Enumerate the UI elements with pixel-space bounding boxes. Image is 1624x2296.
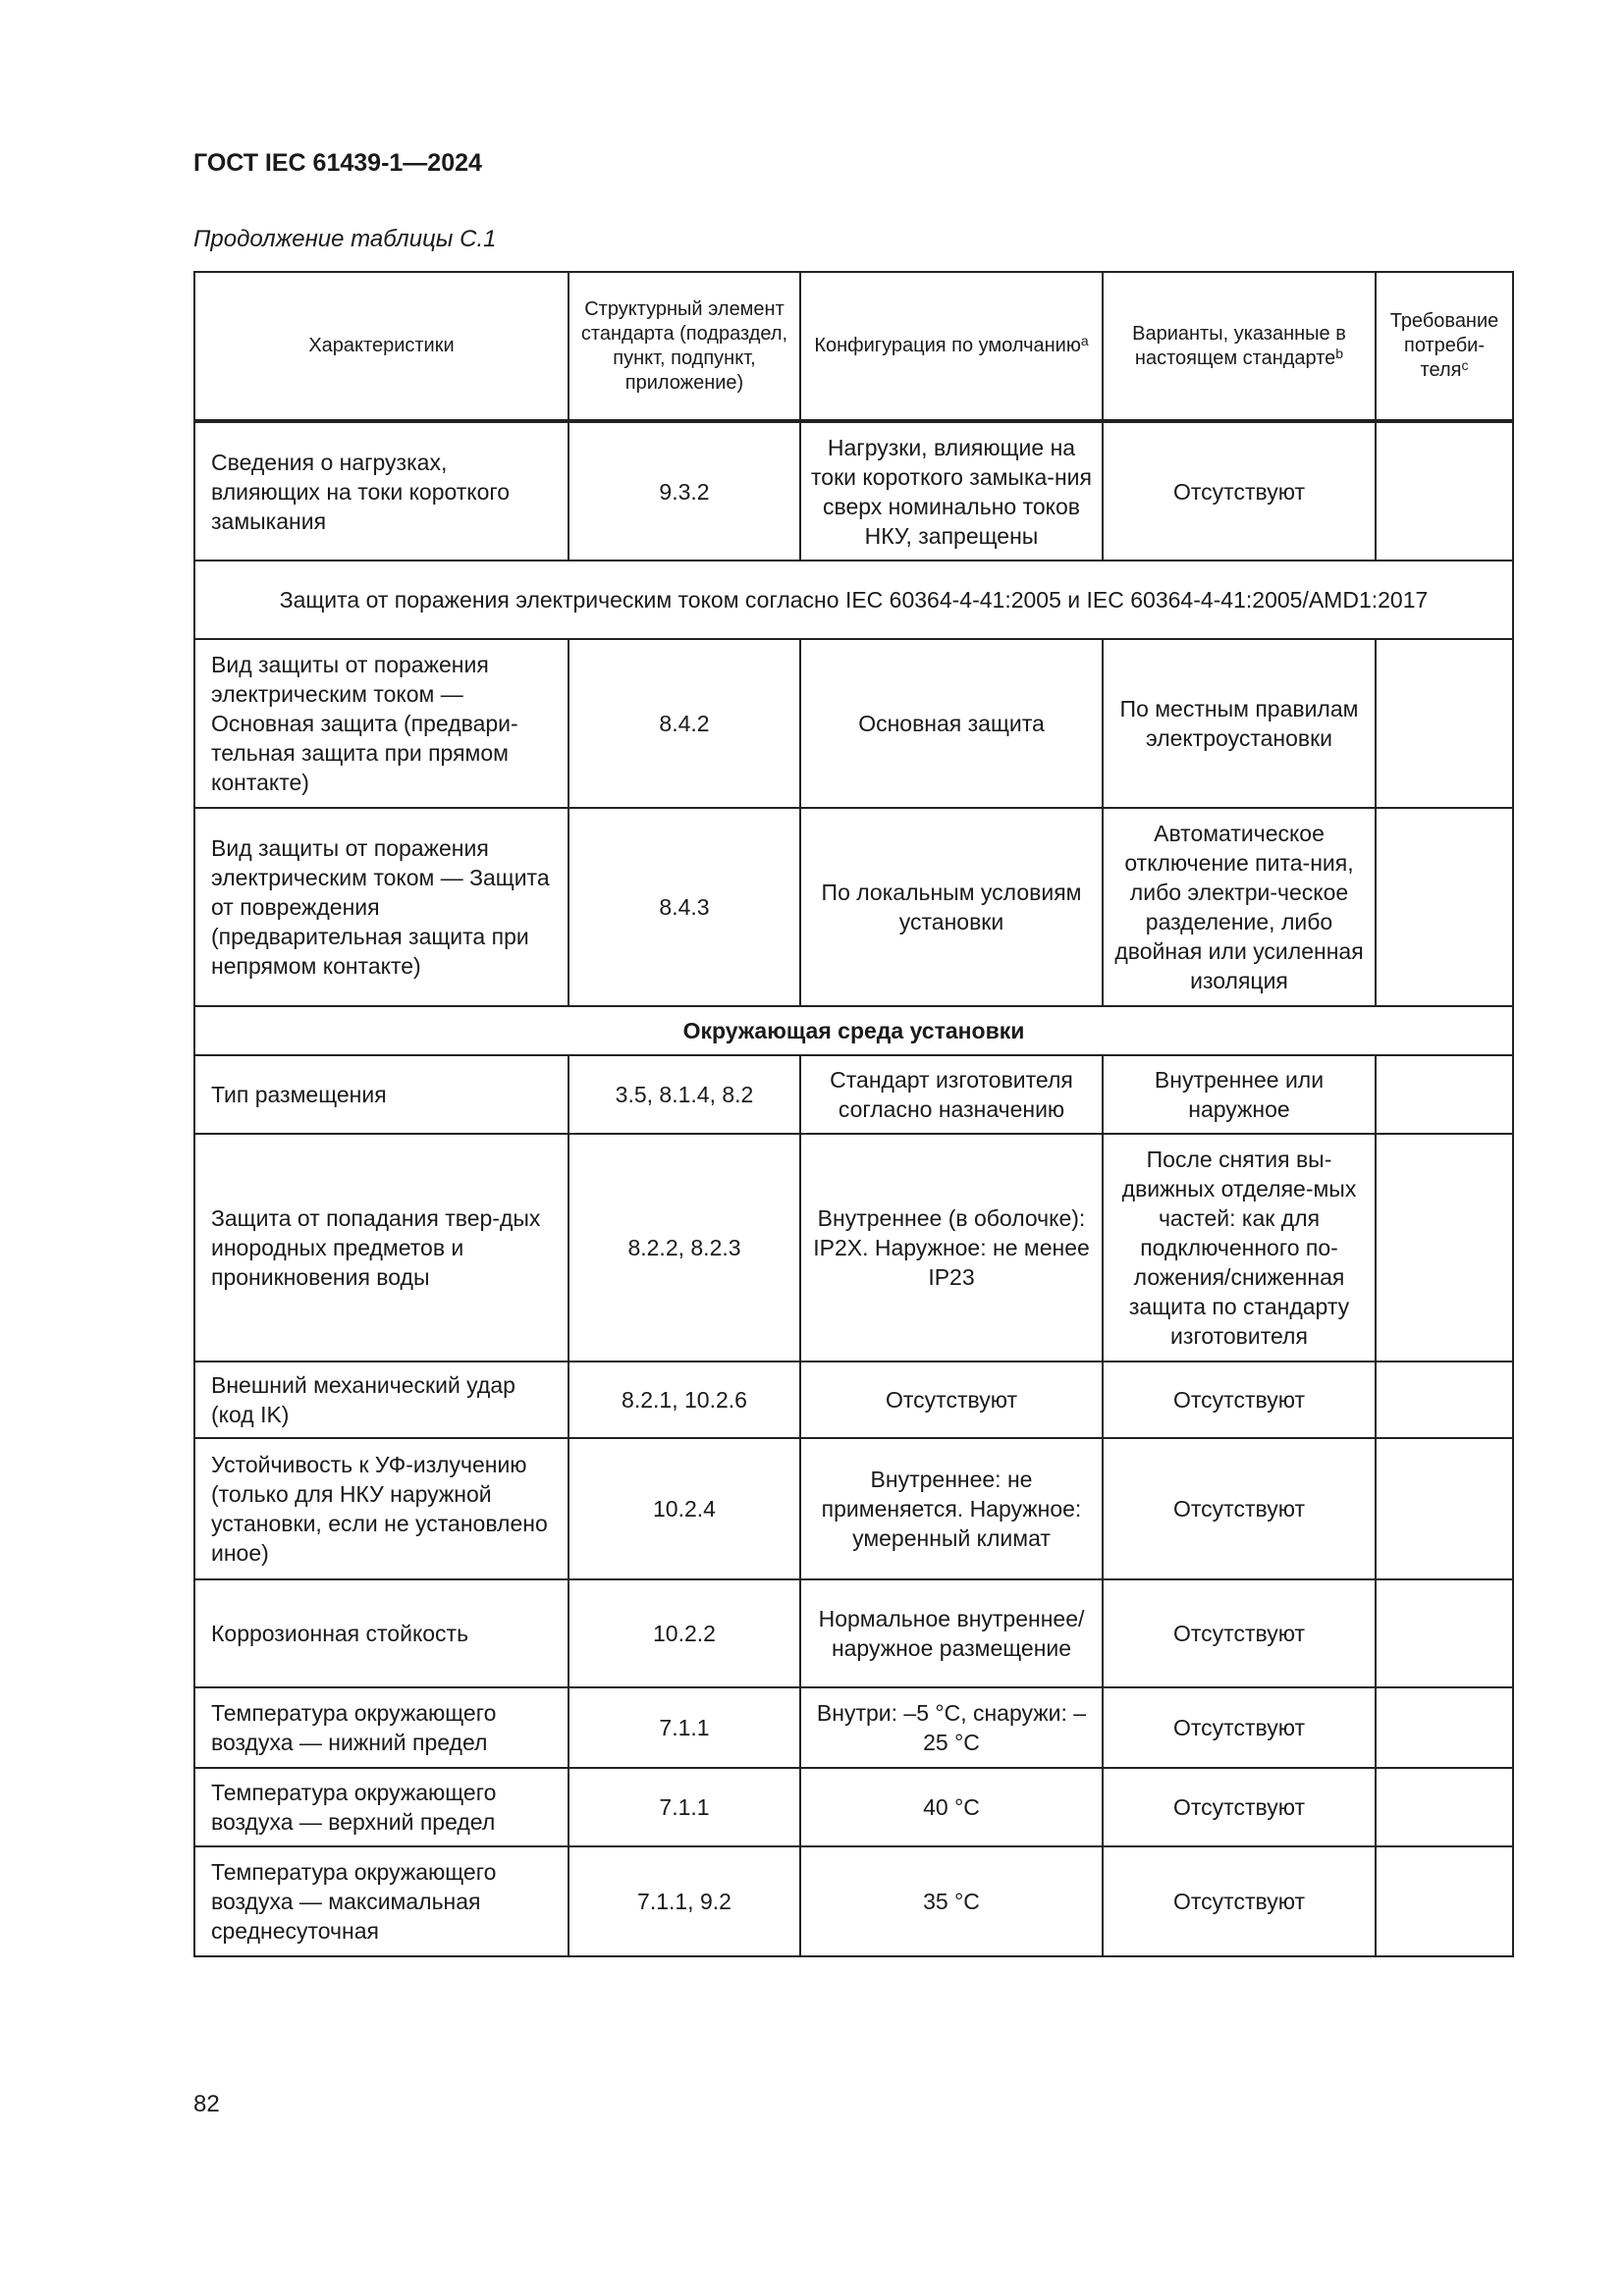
table-header	[194, 272, 1513, 421]
column-header: Структурный элемент стандарта (подраздел, пункт, подпункт, приложение)	[568, 272, 800, 421]
table-row	[194, 1768, 1513, 1846]
cell-requirement	[1376, 1846, 1513, 1956]
cell-clause: 7.1.1	[568, 1768, 800, 1846]
cell-options: Внутреннее или наружное	[1103, 1055, 1376, 1134]
cell-options: Отсутствуют	[1103, 1579, 1376, 1687]
cell-clause: 7.1.1, 9.2	[568, 1846, 800, 1956]
document-code: ГОСТ IEC 61439-1—2024	[193, 149, 482, 177]
cell-default: Стандарт изготовителя согласно назначению	[800, 1055, 1103, 1134]
section-heading: Защита от поражения электрическим током согласно IEC 60364-4-41:2005 и IEC 60364-4-41:2005/AMD1:2017	[194, 561, 1513, 639]
cell-clause: 9.3.2	[568, 421, 800, 561]
page-number: 82	[193, 2091, 220, 2117]
cell-clause: 8.2.2, 8.2.3	[568, 1134, 800, 1362]
table-caption: Продолжение таблицы С.1	[193, 226, 497, 252]
cell-options: Отсутствуют	[1103, 421, 1376, 561]
table-section-row	[194, 561, 1513, 639]
cell-clause: 7.1.1	[568, 1687, 800, 1768]
cell-characteristic: Внешний механический удар (код IK)	[194, 1362, 568, 1438]
column-header: Конфигурация по умолчанию$^a$	[800, 272, 1103, 421]
cell-options: Отсутствуют	[1103, 1438, 1376, 1579]
column-header: Требование потреби-теля$^c$	[1376, 272, 1513, 421]
cell-requirement	[1376, 1768, 1513, 1846]
table-row	[194, 1846, 1513, 1956]
cell-requirement	[1376, 639, 1513, 808]
table-row	[194, 421, 1513, 561]
cell-requirement	[1376, 1362, 1513, 1438]
column-header: Варианты, указанные в настоящем стандарте$^b$	[1103, 272, 1376, 421]
cell-characteristic: Вид защиты от поражения электрическим током — Основная защита (предвари-тельная защита при прямом контакте)	[194, 639, 568, 808]
cell-default: Нормальное внутреннее/наружное размещение	[800, 1579, 1103, 1687]
cell-clause: 10.2.2	[568, 1579, 800, 1687]
cell-characteristic: Температура окружающего воздуха — максимальная среднесуточная	[194, 1846, 568, 1956]
cell-default: По локальным условиям установки	[800, 808, 1103, 1006]
table-section-row	[194, 1006, 1513, 1055]
cell-characteristic: Защита от попадания твер-дых инородных предметов и проникновения воды	[194, 1134, 568, 1362]
cell-clause: 10.2.4	[568, 1438, 800, 1579]
cell-options: Автоматическое отключение пита-ния, либо электри-ческое разделение, либо двойная или усиленная изоляция	[1103, 808, 1376, 1006]
cell-default: Нагрузки, влияющие на токи короткого замыка-ния сверх номинально токов НКУ, запрещены	[800, 421, 1103, 561]
cell-characteristic: Сведения о нагрузках, влияющих на токи короткого замыкания	[194, 421, 568, 561]
table-row	[194, 1438, 1513, 1579]
table-row	[194, 1055, 1513, 1134]
cell-options: По местным правилам электроустановки	[1103, 639, 1376, 808]
cell-requirement	[1376, 1687, 1513, 1768]
cell-options: Отсутствуют	[1103, 1362, 1376, 1438]
cell-characteristic: Тип размещения	[194, 1055, 568, 1134]
cell-default: Отсутствуют	[800, 1362, 1103, 1438]
cell-default: 40 °С	[800, 1768, 1103, 1846]
cell-clause: 8.4.2	[568, 639, 800, 808]
cell-default: Внутреннее: не применяется. Наружное: умеренный климат	[800, 1438, 1103, 1579]
cell-options: Отсутствуют	[1103, 1846, 1376, 1956]
cell-options: Отсутствуют	[1103, 1768, 1376, 1846]
cell-characteristic: Коррозионная стойкость	[194, 1579, 568, 1687]
cell-requirement	[1376, 1438, 1513, 1579]
cell-requirement	[1376, 421, 1513, 561]
table-row	[194, 808, 1513, 1006]
cell-requirement	[1376, 808, 1513, 1006]
table-row	[194, 639, 1513, 808]
table-row	[194, 1134, 1513, 1362]
cell-characteristic: Вид защиты от поражения электрическим током — Защита от повреждения (предварительная защита при непрямом контакте)	[194, 808, 568, 1006]
cell-characteristic: Температура окружающего воздуха — верхний предел	[194, 1768, 568, 1846]
cell-options: Отсутствуют	[1103, 1687, 1376, 1768]
cell-requirement	[1376, 1579, 1513, 1687]
table-row	[194, 1362, 1513, 1438]
cell-clause: 8.2.1, 10.2.6	[568, 1362, 800, 1438]
cell-clause: 3.5, 8.1.4, 8.2	[568, 1055, 800, 1134]
section-heading: Окружающая среда установки	[194, 1006, 1513, 1055]
cell-options: После снятия вы-движных отделяе-мых частей: как для подключенного по-ложения/сниженная защита по стандарту изготовителя	[1103, 1134, 1376, 1362]
cell-default: Внутри: –5 °С, снаружи: –25 °С	[800, 1687, 1103, 1768]
column-header: Характеристики	[194, 272, 568, 421]
cell-characteristic: Устойчивость к УФ-излучению (только для НКУ наружной установки, если не установлено иное)	[194, 1438, 568, 1579]
cell-requirement	[1376, 1134, 1513, 1362]
table-body	[194, 421, 1513, 1956]
cell-default: 35 °С	[800, 1846, 1103, 1956]
cell-default: Внутреннее (в оболочке): IP2X. Наружное: не менее IP23	[800, 1134, 1103, 1362]
table-row	[194, 1579, 1513, 1687]
cell-requirement	[1376, 1055, 1513, 1134]
cell-clause: 8.4.3	[568, 808, 800, 1006]
spec-table	[193, 271, 1514, 1957]
cell-default: Основная защита	[800, 639, 1103, 808]
table-row	[194, 1687, 1513, 1768]
cell-characteristic: Температура окружающего воздуха — нижний предел	[194, 1687, 568, 1768]
